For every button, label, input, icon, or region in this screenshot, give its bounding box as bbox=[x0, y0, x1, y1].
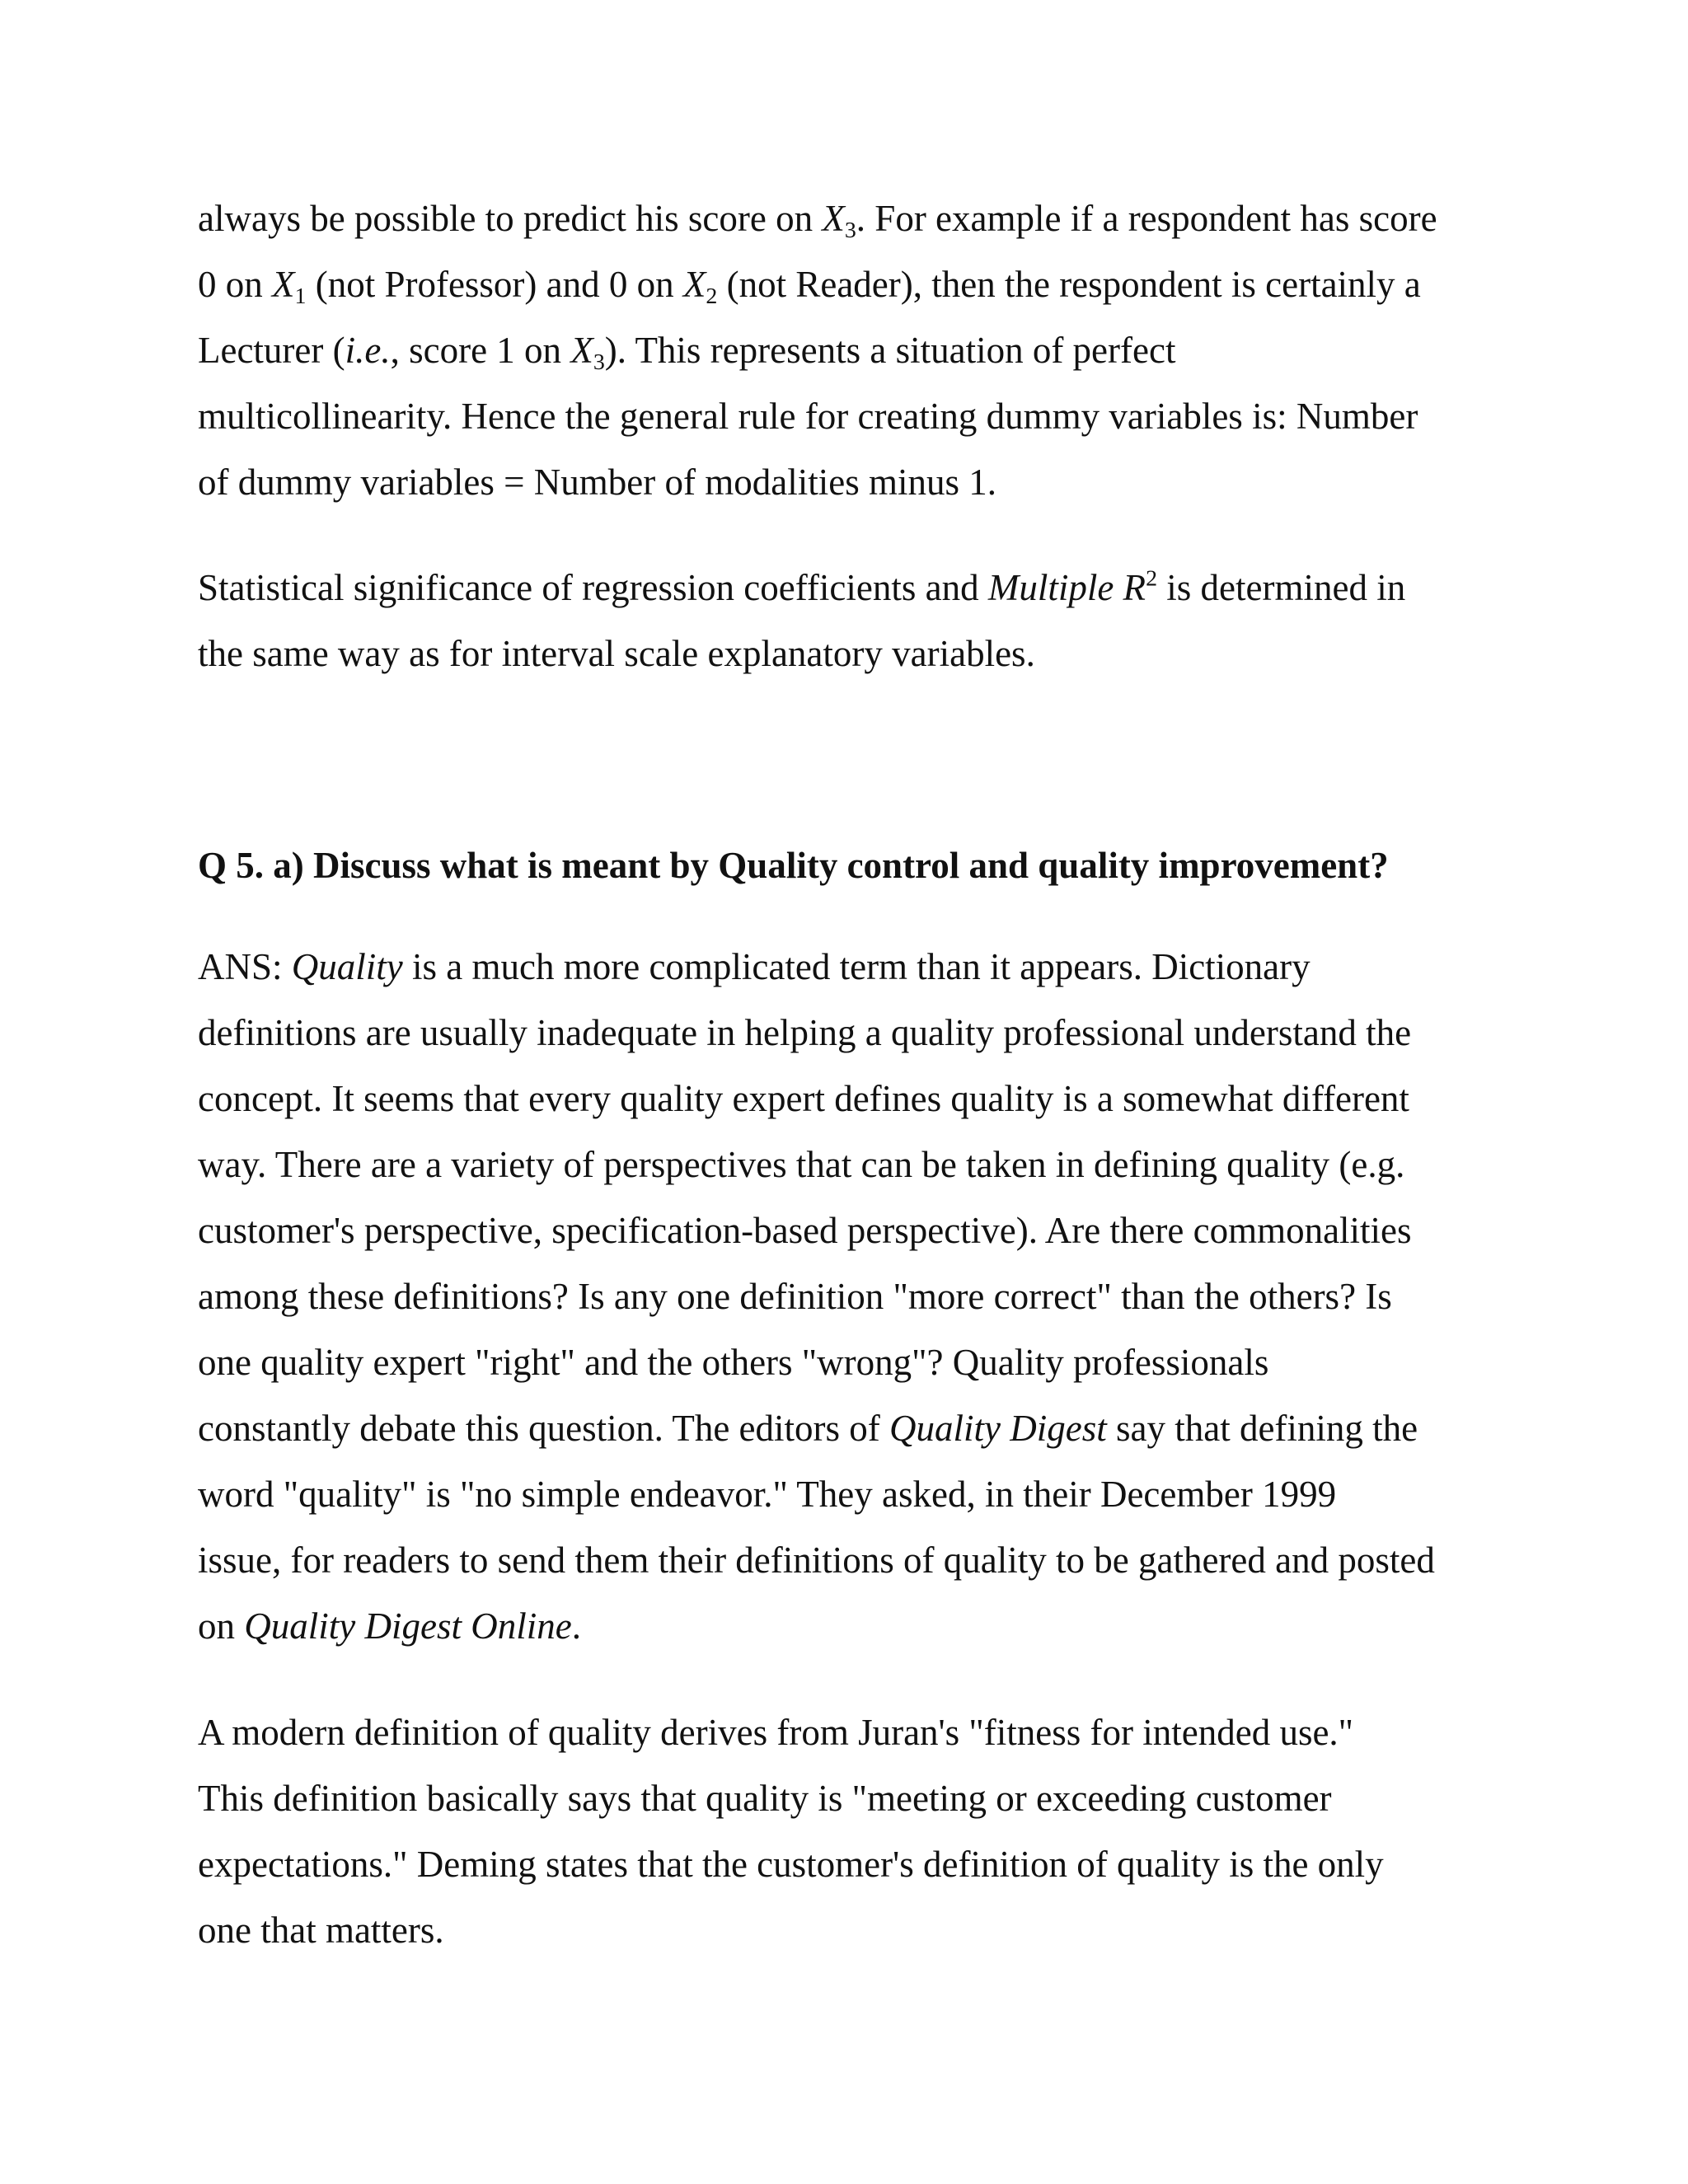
text-line: one quality expert "right" and the others "wrong"? Quality professionals bbox=[198, 1342, 1269, 1383]
text-line: Statistical significance of regression coefficients and Multiple $R^2$ is determined in bbox=[198, 565, 1406, 608]
text-line: issue, for readers to send them their definitions of quality to be gathered and posted bbox=[198, 1540, 1435, 1581]
text-line: A modern definition of quality derives from Juran's "fitness for intended use." bbox=[198, 1712, 1354, 1753]
text-line: always be possible to predict his score on $X_3$. For example if a respondent has score bbox=[198, 198, 1437, 243]
text-line: multicollinearity. Hence the general rule for creating dummy variables is: Number bbox=[198, 396, 1418, 437]
text-line: among these definitions? Is any one definition "more correct" than the others? Is bbox=[198, 1276, 1392, 1317]
paragraph-dummy-variables bbox=[198, 185, 1500, 515]
text-line: on Quality Digest Online. bbox=[198, 1605, 581, 1647]
paragraph-answer bbox=[198, 934, 1500, 1659]
text-line: definitions are usually inadequate in helping a quality professional understand the bbox=[198, 1012, 1412, 1053]
text-line: Lecturer (i.e., score 1 on $X_3$). This represents a situation of perfect bbox=[198, 330, 1176, 375]
text-line: This definition basically says that quality is "meeting or exceeding customer bbox=[198, 1778, 1332, 1819]
text-line: constantly debate this question. The editors of Quality Digest say that defining the bbox=[198, 1408, 1418, 1449]
text-line: of dummy variables = Number of modalities minus 1. bbox=[198, 462, 996, 503]
question-heading: Q 5. a) Discuss what is meant by Quality control and quality improvement? bbox=[198, 845, 1389, 886]
text-line: the same way as for interval scale explanatory variables. bbox=[198, 633, 1035, 674]
paragraph-statistical-significance bbox=[198, 555, 1500, 687]
text-line: one that matters. bbox=[198, 1910, 444, 1951]
text-line: ANS: Quality is a much more complicated term than it appears. Dictionary bbox=[198, 946, 1311, 987]
paragraph-modern-definition bbox=[198, 1699, 1500, 1963]
text-line: 0 on $X_1$ (not Professor) and 0 on $X_2$ (not Reader), then the respondent is certainly a bbox=[198, 264, 1421, 309]
text-line: customer's perspective, specification-based perspective). Are there commonalities bbox=[198, 1210, 1412, 1251]
text-line: expectations." Deming states that the customer's definition of quality is the only bbox=[198, 1844, 1384, 1885]
text-line: concept. It seems that every quality expert defines quality is a somewhat different bbox=[198, 1078, 1409, 1119]
text-line: word "quality" is "no simple endeavor." They asked, in their December 1999 bbox=[198, 1474, 1337, 1515]
text-line: way. There are a variety of perspectives that can be taken in defining quality (e.g. bbox=[198, 1144, 1405, 1185]
